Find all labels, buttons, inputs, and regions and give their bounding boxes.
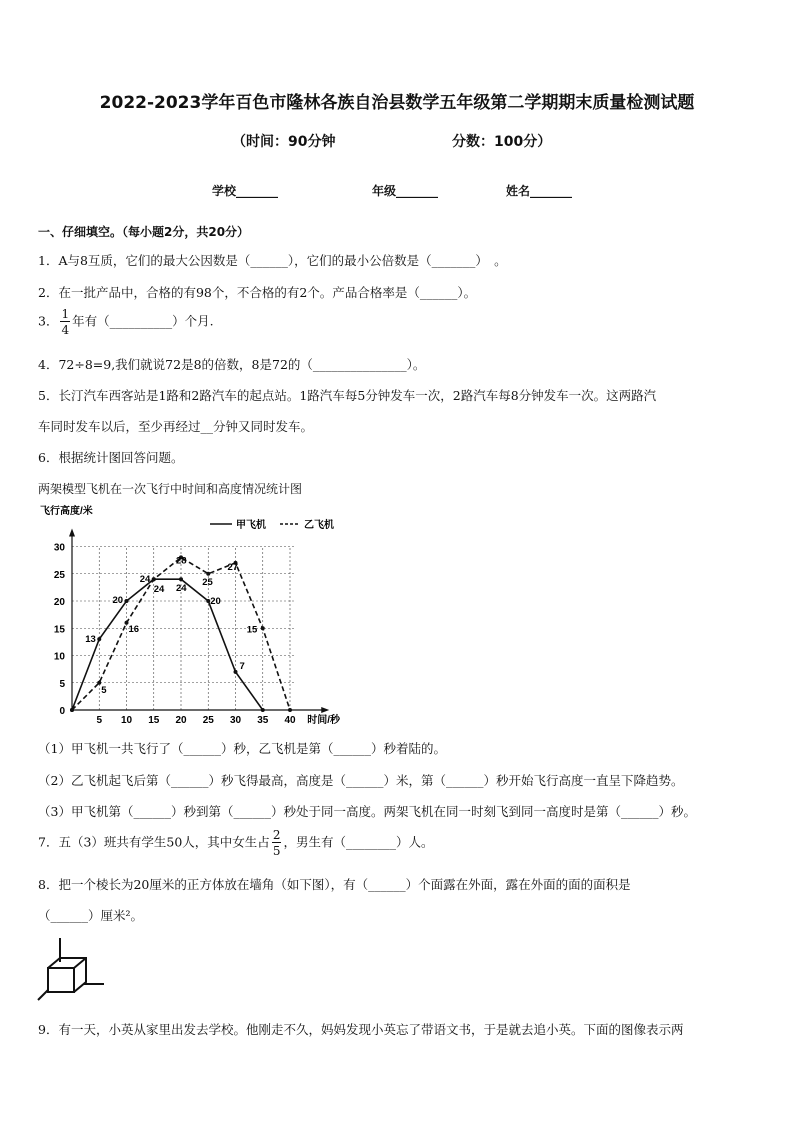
data-label: 24 (139, 574, 151, 586)
q7-fraction (272, 829, 282, 857)
question-1: 1．A与8互质，它们的最大公因数是（______），它们的最小公倍数是（_______） 。 (38, 253, 507, 268)
data-point (261, 708, 265, 712)
cube-front-face (48, 968, 74, 992)
cube-top-edge (74, 958, 86, 968)
x-axis-arrow (321, 707, 329, 713)
q3-denominator: 4 (61, 323, 70, 337)
data-point (97, 637, 101, 641)
y-tick-label: 0 (59, 706, 65, 717)
question-6-2: （2）乙飞机起飞后第（______）秒飞得最高，高度是（______）米，第（______）秒开始飞行高度一直呈下降趋势。 (38, 773, 684, 788)
floor-edge-diagonal (38, 990, 48, 1000)
data-label: 25 (202, 576, 213, 588)
q7-denominator: 5 (272, 844, 281, 858)
q7-numerator: 2 (272, 828, 281, 842)
y-axis-label: 飞行高度/米 (40, 506, 93, 517)
y-tick-label: 10 (53, 651, 65, 663)
question-8-line2: （______）厘米²。 (38, 908, 144, 923)
data-label: 24 (176, 583, 187, 595)
q3-prefix: 3． (38, 313, 59, 329)
x-tick-label: 5 (96, 715, 103, 726)
y-tick-label: 25 (53, 569, 65, 581)
score-label: 分数：100分） (452, 134, 552, 150)
question-6-3: （3）甲飞机第（______）秒到第（______）秒处于同一高度。两架飞机在同一时刻飞到同一高度时是第（______）秒。 (38, 804, 696, 819)
question-6: 6．根据统计图回答问题。 (38, 450, 184, 465)
data-label: 16 (128, 623, 140, 635)
question-5-line2: 车同时发车以后，至少再经过__分钟又同时发车。 (38, 419, 314, 434)
data-point (70, 708, 74, 712)
legend-label: 甲飞机 (236, 520, 266, 531)
q7-suffix: ，男生有（________）人。 (283, 834, 434, 850)
q3-fraction (60, 308, 70, 336)
page-title: 2022-2023学年百色市隆林各族自治县数学五年级第二学期期末质量检测试题 (99, 93, 695, 113)
data-point (261, 626, 265, 630)
question-7 (38, 829, 433, 857)
data-label: 20 (112, 595, 124, 606)
legend-label: 乙飞机 (304, 520, 334, 531)
data-label: 15 (246, 624, 258, 636)
data-point (152, 577, 156, 581)
x-tick-label: 35 (257, 715, 269, 726)
data-label: 7 (239, 660, 245, 672)
y-tick-label: 30 (53, 542, 65, 554)
line-chart (38, 500, 358, 730)
data-label: 27 (227, 561, 239, 573)
grade-field: 年级_______ (372, 184, 439, 198)
data-label: 20 (210, 596, 221, 607)
q7-prefix: 7．五（3）班共有学生50人，其中女生占 (38, 834, 270, 850)
y-tick-label: 20 (53, 597, 65, 608)
data-point (234, 670, 238, 674)
data-label: 5 (101, 684, 107, 696)
chart-title: 两架模型飞机在一次飞行中时间和高度情况统计图 (38, 482, 303, 496)
data-point (179, 577, 183, 581)
x-tick-label: 15 (148, 715, 160, 726)
y-axis-arrow (69, 529, 75, 537)
data-label: 28 (176, 555, 187, 567)
name-field: 姓名_______ (506, 184, 573, 198)
y-tick-label: 15 (53, 624, 65, 636)
x-tick-label: 30 (229, 715, 242, 726)
question-3 (38, 308, 214, 336)
question-2: 2．在一批产品中，合格的有98个，不合格的有2个。产品合格率是（______）。 (38, 285, 477, 300)
q3-suffix: 年有（__________）个月. (72, 313, 214, 329)
section-heading: 一、仔细填空。（每小题2分，共20分） (38, 225, 250, 239)
data-label: 13 (85, 634, 96, 646)
question-5-line1: 5．长汀汽车西客站是1路和2路汽车的起点站。1路汽车每5分钟发车一次，2路汽车每8分钟发车一次。这两路汽 (38, 388, 657, 403)
x-axis-label: 时间/秒 (307, 715, 341, 726)
data-point (125, 599, 129, 603)
x-tick-label: 10 (120, 715, 133, 726)
question-9: 9．有一天，小英从家里出发去学校。他刚走不久，妈妈发现小英忘了带语文书，于是就去追小英。下面的图像表示两 (38, 1022, 684, 1037)
x-tick-label: 25 (202, 715, 214, 726)
question-6-1: （1）甲飞机一共飞行了（______）秒，乙飞机是第（______）秒着陆的。 (38, 741, 446, 756)
school-field: 学校_______ (212, 184, 279, 198)
y-tick-label: 5 (59, 678, 65, 690)
data-point (288, 708, 292, 712)
time-label: （时间：90分钟 (232, 134, 336, 150)
q3-numerator: 1 (61, 307, 70, 321)
x-tick-label: 20 (175, 715, 187, 726)
data-label: 24 (153, 584, 165, 596)
question-8-line1: 8．把一个棱长为20厘米的正方体放在墙角（如下图），有（______）个面露在外面，露在外面的面的面积是 (38, 877, 631, 892)
cube-in-corner-figure (36, 938, 106, 1004)
question-4: 4．72÷8=9,我们就说72是8的倍数，8是72的（_______________）。 (38, 357, 426, 372)
data-point (206, 572, 210, 576)
x-tick-label: 40 (284, 715, 296, 726)
